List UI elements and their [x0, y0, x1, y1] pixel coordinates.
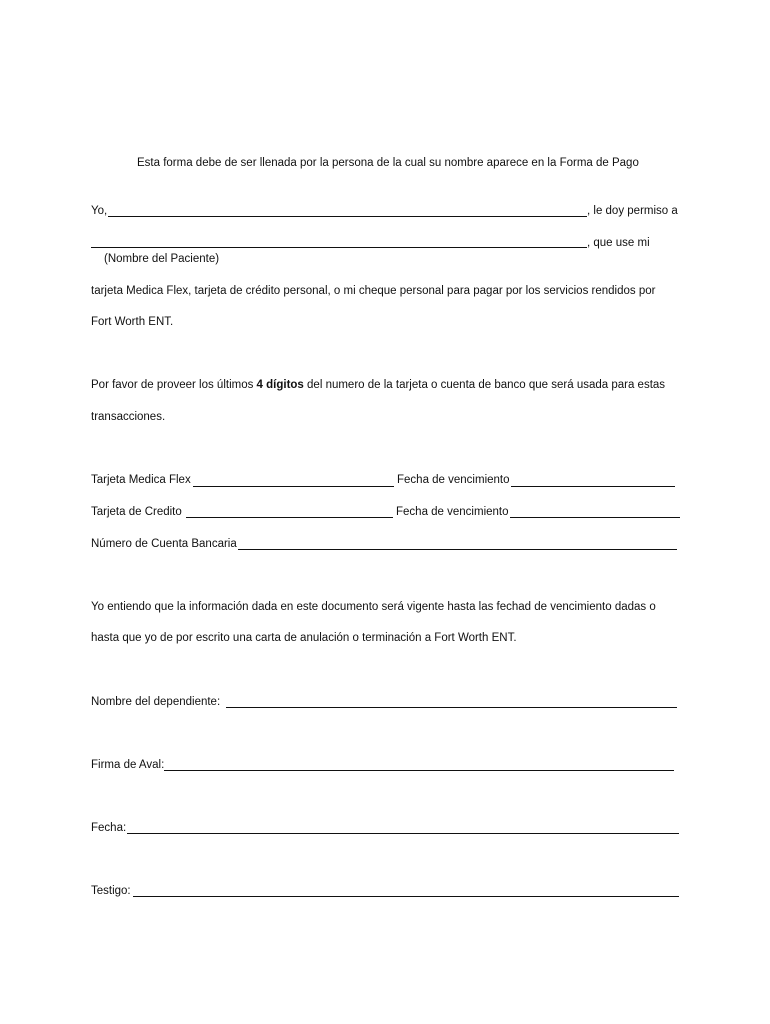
credit-card-label: Tarjeta de Credito	[91, 506, 182, 518]
digits-request-text-b: del numero de la tarjeta o cuenta de banco que será usada para estas	[303, 379, 666, 391]
patient-suffix: , que use mi	[587, 237, 650, 249]
authorization-body-line1: tarjeta Medica Flex, tarjeta de crédito personal, o mi cheque personal para pagar por los servicios rendidos por	[91, 285, 656, 297]
flex-expiry-label: Fecha de vencimiento	[397, 474, 510, 486]
credit-expiry-field[interactable]	[510, 517, 680, 518]
bank-account-field[interactable]	[238, 549, 677, 550]
authorization-body-line2: Fort Worth ENT.	[91, 316, 174, 328]
credit-card-field[interactable]	[186, 517, 393, 518]
date-field[interactable]	[127, 833, 679, 834]
guarantor-signature-label: Firma de Aval:	[91, 759, 165, 771]
authorizer-name-field[interactable]	[108, 216, 587, 217]
digits-request-text-a: Por favor de proveer los últimos	[91, 379, 257, 391]
dependent-name-label: Nombre del dependiente:	[91, 696, 221, 708]
guarantor-signature-field[interactable]	[164, 770, 674, 771]
acknowledgement-line1: Yo entiendo que la información dada en este documento será vigente hasta las fechad de vencimiento dadas o	[91, 601, 656, 613]
bank-account-label: Número de Cuenta Bancaria	[91, 538, 237, 550]
patient-name-caption: (Nombre del Paciente)	[104, 253, 220, 265]
digits-request-line2: transacciones.	[91, 411, 166, 423]
flex-card-field[interactable]	[193, 486, 394, 487]
date-label: Fecha:	[91, 822, 127, 834]
digits-request-bold: 4 dígitos	[256, 379, 304, 391]
digits-request-line1	[91, 378, 665, 392]
witness-field[interactable]	[133, 896, 679, 897]
patient-name-field[interactable]	[91, 247, 587, 248]
flex-card-label: Tarjeta Medica Flex	[91, 474, 191, 486]
acknowledgement-line2: hasta que yo de por escrito una carta de anulación o terminación a Fort Worth ENT.	[91, 632, 517, 644]
flex-expiry-field[interactable]	[511, 486, 675, 487]
permission-suffix: , le doy permiso a	[587, 205, 678, 217]
dependent-name-field[interactable]	[226, 707, 677, 708]
form-instruction: Esta forma debe de ser llenada por la persona de la cual su nombre aparece en la Forma de Pago	[137, 157, 639, 169]
witness-label: Testigo:	[91, 885, 131, 897]
credit-expiry-label: Fecha de vencimiento	[396, 506, 509, 518]
authorizer-prefix: Yo,	[91, 205, 108, 217]
